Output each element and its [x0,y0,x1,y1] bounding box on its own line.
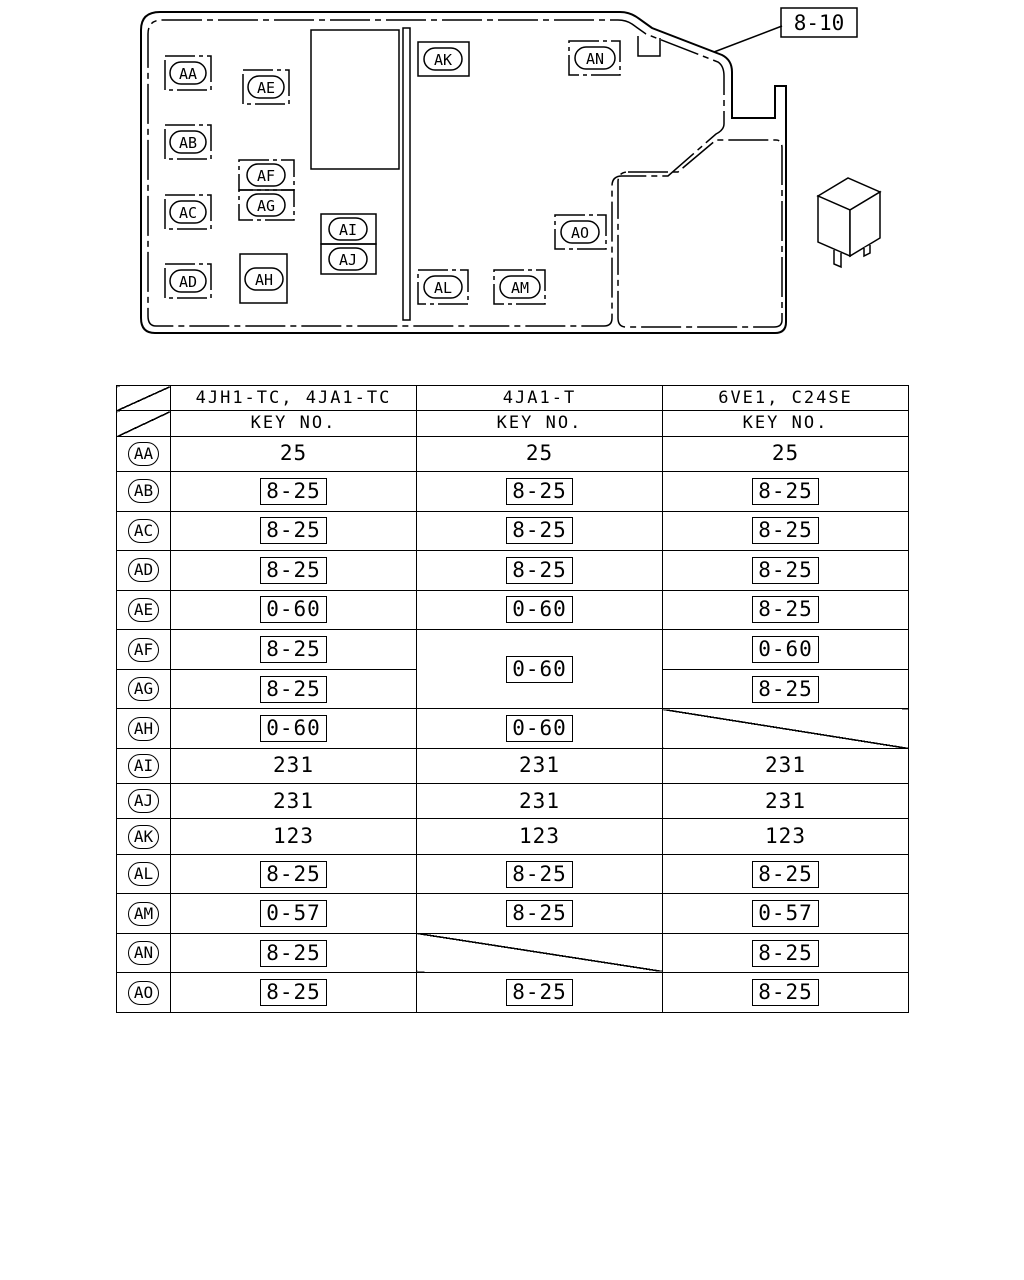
table-row [117,709,909,749]
housing-outline [141,12,786,333]
connector-AA[interactable] [165,56,211,90]
row-code-label: AD [128,558,159,582]
key-cell [417,436,663,471]
row-code-cell [117,784,171,819]
key-number: 8-25 [506,861,573,888]
table-row [117,748,909,783]
row-code-cell [117,748,171,783]
row-code-label: AI [128,754,159,778]
key-number: 8-25 [506,557,573,584]
row-code-cell [117,973,171,1013]
connector-label: AN [585,50,605,68]
row-code-cell [117,669,171,709]
table-row [117,511,909,551]
key-cell [171,590,417,630]
row-code-label: AH [128,717,159,741]
key-cell [171,709,417,749]
key-cell [417,630,663,709]
connector-label: AC [178,204,198,222]
key-number: 8-25 [260,676,327,703]
connector-label: AF [256,167,276,185]
connector-AD[interactable] [165,264,211,298]
key-cell [417,894,663,934]
row-code-label: AB [128,479,159,503]
table-row [117,854,909,894]
row-code-label: AN [128,941,159,965]
top-tab [638,36,660,56]
table-row [117,933,909,973]
key-cell [663,973,909,1013]
key-number: 231 [273,788,314,813]
key-number-table [116,385,909,1013]
key-number: 8-25 [752,861,819,888]
key-number: 231 [519,753,560,778]
row-code-label: AJ [128,789,159,813]
key-cell [171,973,417,1013]
key-number: 8-25 [260,517,327,544]
column-subheader: KEY NO. [417,411,663,436]
key-number: 231 [765,753,806,778]
connector-AK[interactable] [418,42,469,76]
key-cell [171,511,417,551]
table-body [117,436,909,1012]
key-cell [417,819,663,854]
header-corner [117,386,171,411]
key-number: 231 [273,753,314,778]
key-number: 0-60 [506,656,573,683]
key-number: 8-25 [752,676,819,703]
key-number: 25 [525,441,554,466]
table-row [117,894,909,934]
key-number: 8-25 [506,979,573,1006]
key-cell [417,933,663,973]
divider-bar [403,28,410,320]
key-cell [171,472,417,512]
key-number: 0-57 [752,900,819,927]
table-row [117,784,909,819]
row-code-cell [117,819,171,854]
key-cell [663,819,909,854]
key-number: 8-25 [752,940,819,967]
row-code-cell [117,436,171,471]
connector-label: AJ [338,251,358,269]
column-header: 4JH1-TC, 4JA1-TC [171,386,417,411]
key-number: 231 [765,788,806,813]
key-number: 0-57 [260,900,327,927]
key-cell [663,590,909,630]
column-subheader: KEY NO. [663,411,909,436]
key-number: 8-25 [506,517,573,544]
key-number: 123 [273,824,314,849]
table-subheader-row [117,411,909,436]
connector-AJ[interactable] [321,244,376,274]
connector-label: AO [570,224,590,242]
right-compartment [618,140,782,327]
key-cell [171,784,417,819]
key-number: 8-25 [752,517,819,544]
key-cell [417,748,663,783]
connector-AN[interactable] [569,41,620,75]
connector-AE[interactable] [243,70,289,104]
connector-label: AM [510,279,530,297]
column-header: 4JA1-T [417,386,663,411]
key-cell [171,551,417,591]
key-number: 231 [519,788,560,813]
key-cell [663,894,909,934]
key-cell [171,819,417,854]
fuse-relay-box-diagram [0,0,1024,360]
row-code-label: AK [128,825,159,849]
key-cell [417,590,663,630]
key-cell [171,748,417,783]
column-header: 6VE1, C24SE [663,386,909,411]
row-code-label: AG [128,677,159,701]
row-code-cell [117,590,171,630]
table-row [117,819,909,854]
key-number: 123 [519,824,560,849]
key-cell [417,472,663,512]
column-subheader: KEY NO. [171,411,417,436]
row-code-label: AE [128,598,159,622]
key-number: 25 [279,441,308,466]
key-cell [171,436,417,471]
key-cell [417,709,663,749]
connector-AM[interactable] [494,270,545,304]
relay-icon [818,178,880,267]
row-code-label: AO [128,981,159,1005]
row-code-cell [117,511,171,551]
connector-label: AB [178,134,198,152]
key-cell [171,894,417,934]
key-cell [417,854,663,894]
connector-AC[interactable] [165,195,211,229]
connector-AL[interactable] [418,270,468,304]
row-code-cell [117,933,171,973]
key-number: 8-25 [260,979,327,1006]
key-cell [663,551,909,591]
key-cell [171,630,417,670]
table-row [117,973,909,1013]
key-number: 8-25 [506,900,573,927]
key-number: 8-25 [752,596,819,623]
key-cell [171,933,417,973]
key-cell [417,973,663,1013]
key-cell [663,472,909,512]
row-code-cell [117,709,171,749]
connector-AI[interactable] [321,214,376,244]
key-cell [663,784,909,819]
key-number: 8-25 [752,557,819,584]
key-cell [663,630,909,670]
table-row [117,630,909,670]
row-code-label: AF [128,638,159,662]
row-code-label: AA [128,442,159,466]
connector-AO[interactable] [555,215,606,249]
row-code-cell [117,854,171,894]
connector-AH[interactable] [240,254,287,303]
row-code-cell [117,630,171,670]
large-block [311,30,399,169]
key-cell [663,436,909,471]
table-header-row [117,386,909,411]
key-cell [417,551,663,591]
key-number: 0-60 [506,596,573,623]
key-number: 0-60 [752,636,819,663]
callout-ref-label: 8-10 [793,11,845,35]
key-number: 25 [771,441,800,466]
key-number: 8-25 [260,636,327,663]
row-code-cell [117,551,171,591]
key-number: 0-60 [506,715,573,742]
connector-label: AI [338,221,358,239]
key-number: 8-25 [752,979,819,1006]
key-cell [171,854,417,894]
table-row [117,436,909,471]
connector-AB[interactable] [165,125,211,159]
key-cell [663,854,909,894]
connector-AG[interactable] [239,190,294,220]
key-number: 0-60 [260,596,327,623]
connector-label: AG [256,197,276,215]
connector-label: AA [178,65,198,83]
key-number: 8-25 [506,478,573,505]
table-row [117,590,909,630]
connector-label: AL [433,279,453,297]
key-cell [417,511,663,551]
connector-label: AD [178,273,198,291]
key-cell [663,933,909,973]
key-cell [663,709,909,749]
key-number: 8-25 [260,940,327,967]
callout-ref[interactable] [714,8,857,52]
key-number: 8-25 [260,557,327,584]
subheader-corner [117,411,171,436]
key-number: 8-25 [260,861,327,888]
connector-label: AE [256,79,276,97]
key-number: 8-25 [752,478,819,505]
connector-label: AK [433,51,453,69]
row-code-cell [117,472,171,512]
row-code-label: AL [128,862,159,886]
row-code-cell [117,894,171,934]
key-number: 8-25 [260,478,327,505]
key-cell [663,748,909,783]
key-cell [663,669,909,709]
key-cell [171,669,417,709]
row-code-label: AM [128,902,159,926]
row-code-label: AC [128,519,159,543]
key-number: 123 [765,824,806,849]
connector-label: AH [254,271,274,289]
table-row [117,551,909,591]
key-number: 0-60 [260,715,327,742]
key-cell [417,784,663,819]
table-row [117,472,909,512]
connector-AF[interactable] [239,160,294,190]
key-cell [663,511,909,551]
